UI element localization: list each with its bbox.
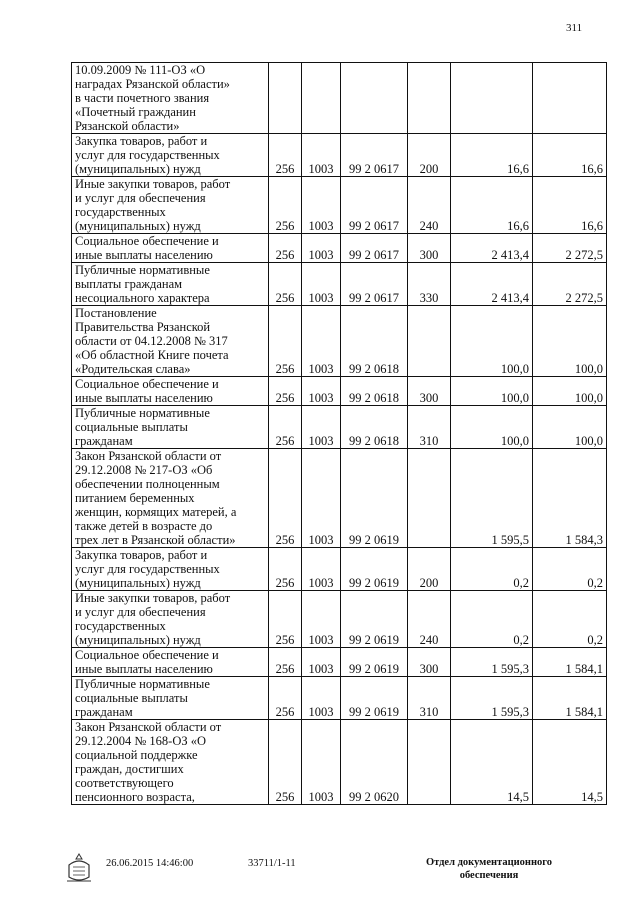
row-name-text: Постановление Правительства Рязанской области от 04.12.2008 № 317 «Об областной Книге почета «Родительская слава» [75, 306, 229, 376]
row-name-text: Закупка товаров, работ и услуг для государственных (муниципальных) нужд [75, 548, 220, 590]
row-sum-1-cell: 100,0 [451, 306, 533, 377]
row-ved-cell: 256 [269, 134, 302, 177]
row-name-text: Публичные нормативные социальные выплаты гражданам [75, 406, 210, 448]
row-section-cell: 1003 [302, 234, 341, 263]
table-row [72, 677, 607, 720]
row-section-cell: 1003 [302, 306, 341, 377]
row-section-cell: 1003 [302, 648, 341, 677]
row-name-cell [72, 306, 269, 377]
row-ved-cell: 256 [269, 591, 302, 648]
row-name-text: Закупка товаров, работ и услуг для государственных (муниципальных) нужд [75, 134, 220, 176]
row-sum-2-cell: 1 584,1 [533, 677, 607, 720]
row-target-article-cell: 99 2 0619 [341, 548, 408, 591]
row-ved-cell: 256 [269, 377, 302, 406]
row-ved-cell: 256 [269, 406, 302, 449]
table-row [72, 449, 607, 548]
row-sum-2-cell [533, 63, 607, 134]
page-number: 311 [566, 22, 583, 34]
row-sum-2-cell: 1 584,1 [533, 648, 607, 677]
row-expense-type-cell: 240 [408, 177, 451, 234]
row-name-text: Иные закупки товаров, работ и услуг для обеспечения государственных (муниципальных) нужд [75, 177, 231, 233]
row-target-article-cell: 99 2 0618 [341, 306, 408, 377]
row-section-cell: 1003 [302, 591, 341, 648]
row-sum-1-cell: 14,5 [451, 720, 533, 805]
row-expense-type-cell [408, 720, 451, 805]
table-row [72, 177, 607, 234]
row-sum-1-cell: 2 413,4 [451, 234, 533, 263]
row-section-cell: 1003 [302, 677, 341, 720]
row-name-text: Публичные нормативные социальные выплаты гражданам [75, 677, 210, 719]
row-name-cell [72, 263, 269, 306]
row-section-cell: 1003 [302, 720, 341, 805]
row-sum-1-cell: 100,0 [451, 406, 533, 449]
row-name-cell [72, 449, 269, 548]
row-target-article-cell: 99 2 0617 [341, 263, 408, 306]
row-expense-type-cell [408, 306, 451, 377]
row-name-cell [72, 591, 269, 648]
row-sum-1-cell: 0,2 [451, 591, 533, 648]
row-target-article-cell: 99 2 0619 [341, 591, 408, 648]
row-sum-1-cell [451, 63, 533, 134]
row-sum-1-cell: 1 595,3 [451, 648, 533, 677]
table-row [72, 306, 607, 377]
row-section-cell: 1003 [302, 548, 341, 591]
row-sum-2-cell: 2 272,5 [533, 263, 607, 306]
row-expense-type-cell: 300 [408, 234, 451, 263]
table-row [72, 377, 607, 406]
footer-doc-number: 33711/1-11 [248, 858, 296, 869]
row-target-article-cell: 99 2 0619 [341, 677, 408, 720]
footer-department [414, 856, 564, 882]
row-ved-cell: 256 [269, 263, 302, 306]
row-sum-1-cell: 2 413,4 [451, 263, 533, 306]
row-name-cell [72, 677, 269, 720]
row-ved-cell: 256 [269, 449, 302, 548]
row-ved-cell: 256 [269, 234, 302, 263]
row-target-article-cell: 99 2 0617 [341, 177, 408, 234]
row-name-cell [72, 177, 269, 234]
row-expense-type-cell: 300 [408, 377, 451, 406]
row-section-cell: 1003 [302, 263, 341, 306]
table-row [72, 648, 607, 677]
row-ved-cell: 256 [269, 306, 302, 377]
row-section-cell: 1003 [302, 177, 341, 234]
table-row [72, 406, 607, 449]
row-sum-2-cell: 16,6 [533, 134, 607, 177]
row-expense-type-cell: 200 [408, 134, 451, 177]
row-sum-2-cell: 100,0 [533, 377, 607, 406]
row-name-text: Социальное обеспечение и иные выплаты населению [75, 648, 219, 676]
row-expense-type-cell: 200 [408, 548, 451, 591]
row-name-text: Социальное обеспечение и иные выплаты населению [75, 234, 219, 262]
row-target-article-cell: 99 2 0620 [341, 720, 408, 805]
row-ved-cell [269, 63, 302, 134]
row-section-cell [302, 63, 341, 134]
row-name-text: Закон Рязанской области от 29.12.2004 № 168-ОЗ «О социальной поддержке граждан, достигших соответствующего пенсионного возраста, [75, 720, 222, 804]
row-name-cell [72, 234, 269, 263]
row-target-article-cell [341, 63, 408, 134]
row-name-text: Социальное обеспечение и иные выплаты населению [75, 377, 219, 405]
row-sum-2-cell: 0,2 [533, 548, 607, 591]
row-name-text: 10.09.2009 № 111-ОЗ «О наградах Рязанской области» в части почетного звания «Почетный гражданин Рязанской области» [75, 63, 230, 133]
row-ved-cell: 256 [269, 177, 302, 234]
table-row [72, 134, 607, 177]
row-name-cell [72, 648, 269, 677]
row-section-cell: 1003 [302, 377, 341, 406]
row-sum-2-cell: 100,0 [533, 306, 607, 377]
row-section-cell: 1003 [302, 134, 341, 177]
row-target-article-cell: 99 2 0618 [341, 377, 408, 406]
row-target-article-cell: 99 2 0617 [341, 234, 408, 263]
footer-department-text: Отдел документационного обеспечения [425, 857, 553, 881]
row-sum-2-cell: 1 584,3 [533, 449, 607, 548]
row-sum-2-cell: 16,6 [533, 177, 607, 234]
row-sum-2-cell: 2 272,5 [533, 234, 607, 263]
row-name-cell [72, 548, 269, 591]
row-name-cell [72, 406, 269, 449]
table-row [72, 720, 607, 805]
table-row [72, 234, 607, 263]
row-sum-1-cell: 100,0 [451, 377, 533, 406]
row-section-cell: 1003 [302, 449, 341, 548]
row-target-article-cell: 99 2 0618 [341, 406, 408, 449]
emblem-icon [64, 851, 94, 885]
table-row [72, 548, 607, 591]
row-sum-1-cell: 1 595,3 [451, 677, 533, 720]
row-ved-cell: 256 [269, 677, 302, 720]
row-name-cell [72, 134, 269, 177]
footer-datetime: 26.06.2015 14:46:00 [106, 858, 194, 869]
row-ved-cell: 256 [269, 548, 302, 591]
row-sum-2-cell: 0,2 [533, 591, 607, 648]
row-sum-2-cell: 14,5 [533, 720, 607, 805]
row-expense-type-cell: 330 [408, 263, 451, 306]
row-name-text: Иные закупки товаров, работ и услуг для обеспечения государственных (муниципальных) нужд [75, 591, 231, 647]
row-expense-type-cell: 310 [408, 677, 451, 720]
row-sum-1-cell: 16,6 [451, 134, 533, 177]
row-name-text: Публичные нормативные выплаты гражданам несоциального характера [75, 263, 210, 305]
budget-table-body [72, 63, 607, 805]
row-sum-2-cell: 100,0 [533, 406, 607, 449]
row-sum-1-cell: 1 595,5 [451, 449, 533, 548]
row-section-cell: 1003 [302, 406, 341, 449]
row-ved-cell: 256 [269, 720, 302, 805]
row-target-article-cell: 99 2 0617 [341, 134, 408, 177]
row-expense-type-cell: 300 [408, 648, 451, 677]
row-name-cell [72, 63, 269, 134]
budget-table [71, 62, 607, 805]
row-sum-1-cell: 16,6 [451, 177, 533, 234]
table-row [72, 63, 607, 134]
row-name-text: Закон Рязанской области от 29.12.2008 № 217-ОЗ «Об обеспечении полноценным питанием беременных женщин, кормящих матерей, а также детей в возрасте до трех лет в Рязанской области» [75, 449, 237, 547]
row-target-article-cell: 99 2 0619 [341, 648, 408, 677]
row-ved-cell: 256 [269, 648, 302, 677]
row-expense-type-cell [408, 449, 451, 548]
table-row [72, 591, 607, 648]
row-expense-type-cell: 240 [408, 591, 451, 648]
table-row [72, 263, 607, 306]
row-name-cell [72, 377, 269, 406]
row-expense-type-cell [408, 63, 451, 134]
row-sum-1-cell: 0,2 [451, 548, 533, 591]
row-expense-type-cell: 310 [408, 406, 451, 449]
row-name-cell [72, 720, 269, 805]
row-target-article-cell: 99 2 0619 [341, 449, 408, 548]
